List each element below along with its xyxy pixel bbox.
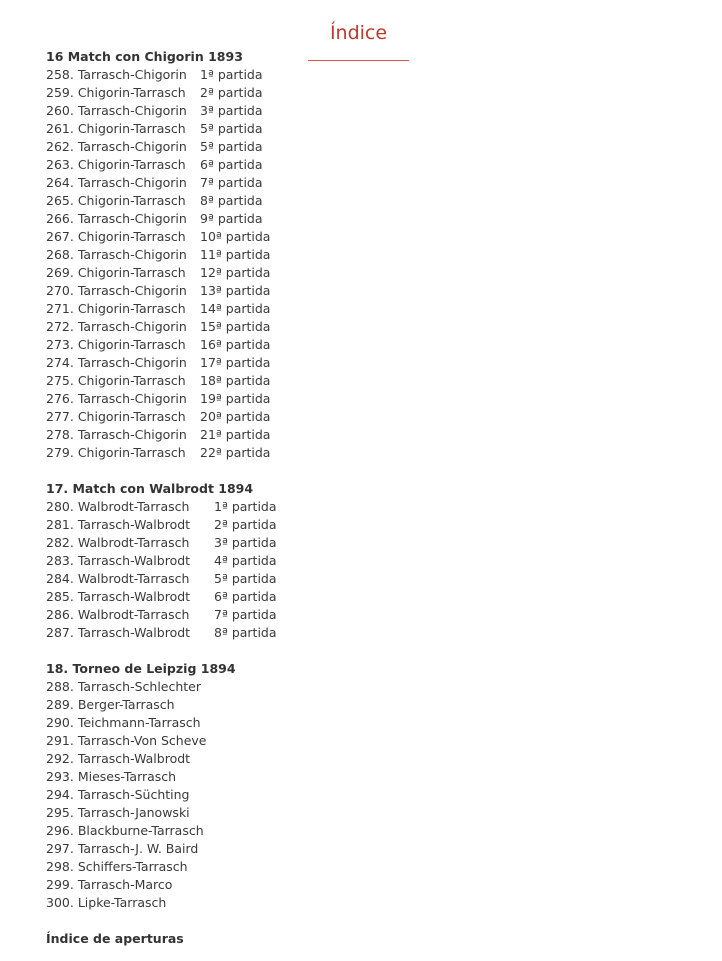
- game-number: 297.: [46, 841, 74, 856]
- index-entry[interactable]: [46, 588, 706, 606]
- game-round: 19ª partida: [200, 391, 271, 406]
- section-heading[interactable]: 17. Match con Walbrodt 1894: [46, 481, 254, 496]
- game-players: Chigorin-Tarrasch: [77, 265, 186, 280]
- game-round: 9ª partida: [200, 211, 263, 226]
- game-number: 261.: [46, 121, 74, 136]
- game-round: 17ª partida: [200, 355, 271, 370]
- game-players: Tarrasch-Von Scheve: [77, 733, 207, 748]
- game-round: 21ª partida: [200, 427, 271, 442]
- index-entry[interactable]: [46, 714, 706, 732]
- game-round: 18ª partida: [200, 373, 271, 388]
- index-entry[interactable]: [46, 534, 706, 552]
- game-players: Blackburne-Tarrasch: [77, 823, 204, 838]
- index-entry[interactable]: [46, 552, 706, 570]
- game-players: Chigorin-Tarrasch: [77, 157, 186, 172]
- index-entry[interactable]: [46, 696, 706, 714]
- page-title: Índice: [329, 22, 388, 44]
- game-players: Tarrasch-Chigorin: [77, 319, 187, 334]
- game-round: 16ª partida: [200, 337, 271, 352]
- game-players: Walbrodt-Tarrasch: [77, 535, 190, 550]
- game-players: Tarrasch-Chigorin: [77, 103, 187, 118]
- game-players: Chigorin-Tarrasch: [77, 409, 186, 424]
- index-entry[interactable]: [46, 624, 706, 642]
- game-players: Tarrasch-Walbrodt: [77, 589, 191, 604]
- game-round: 2ª partida: [200, 85, 263, 100]
- game-number: 273.: [46, 337, 74, 352]
- game-players: Tarrasch-Schlechter: [77, 679, 202, 694]
- index-entry[interactable]: [46, 570, 706, 588]
- game-number: 268.: [46, 247, 74, 262]
- game-number: 294.: [46, 787, 74, 802]
- index-section: [46, 480, 706, 642]
- game-players: Lipke-Tarrasch: [77, 895, 167, 910]
- game-number: 259.: [46, 85, 74, 100]
- game-round: 7ª partida: [214, 607, 277, 622]
- game-number: 263.: [46, 157, 74, 172]
- game-round: 10ª partida: [200, 229, 271, 244]
- game-players: Walbrodt-Tarrasch: [77, 607, 190, 622]
- game-round: 8ª partida: [214, 625, 277, 640]
- index-entry[interactable]: [46, 174, 706, 192]
- game-number: 285.: [46, 589, 74, 604]
- index-entry[interactable]: [46, 354, 706, 372]
- game-number: 262.: [46, 139, 74, 154]
- game-players: Tarrasch-Chigorin: [77, 247, 187, 262]
- index-entry[interactable]: [46, 336, 706, 354]
- index-entry[interactable]: [46, 804, 706, 822]
- game-round: 6ª partida: [200, 157, 263, 172]
- game-number: 271.: [46, 301, 74, 316]
- game-players: Tarrasch-Walbrodt: [77, 625, 191, 640]
- game-number: 299.: [46, 877, 74, 892]
- game-number: 274.: [46, 355, 74, 370]
- game-number: 280.: [46, 499, 74, 514]
- game-players: Tarrasch-Walbrodt: [77, 517, 191, 532]
- game-players: Chigorin-Tarrasch: [77, 301, 186, 316]
- game-players: Chigorin-Tarrasch: [77, 337, 186, 352]
- index-entry[interactable]: [46, 732, 706, 750]
- game-players: Walbrodt-Tarrasch: [77, 571, 190, 586]
- game-number: 258.: [46, 67, 74, 82]
- index-entry[interactable]: [46, 318, 706, 336]
- game-round: 3ª partida: [200, 103, 263, 118]
- game-number: 282.: [46, 535, 74, 550]
- game-number: 264.: [46, 175, 74, 190]
- game-number: 290.: [46, 715, 74, 730]
- game-players: Tarrasch-Süchting: [77, 787, 190, 802]
- game-players: Walbrodt-Tarrasch: [77, 499, 190, 514]
- index-section: [46, 48, 706, 462]
- game-players: Tarrasch-Chigorin: [77, 391, 187, 406]
- index-entry[interactable]: [46, 210, 706, 228]
- game-round: 1ª partida: [200, 67, 263, 82]
- game-players: Chigorin-Tarrasch: [77, 85, 186, 100]
- game-number: 276.: [46, 391, 74, 406]
- openings-index-link[interactable]: Índice de aperturas: [46, 931, 184, 946]
- game-players: Chigorin-Tarrasch: [77, 445, 186, 460]
- index-entry[interactable]: [46, 786, 706, 804]
- game-round: 6ª partida: [214, 589, 277, 604]
- game-number: 292.: [46, 751, 74, 766]
- game-players: Tarrasch-Chigorin: [77, 67, 187, 82]
- index-entry[interactable]: [46, 282, 706, 300]
- game-number: 265.: [46, 193, 74, 208]
- index-entry[interactable]: [46, 678, 706, 696]
- game-round: 7ª partida: [200, 175, 263, 190]
- game-number: 270.: [46, 283, 74, 298]
- index-section: [46, 660, 706, 912]
- index-entry[interactable]: [46, 156, 706, 174]
- index-entry[interactable]: [46, 408, 706, 426]
- game-players: Tarrasch-Chigorin: [77, 355, 187, 370]
- game-round: 13ª partida: [200, 283, 271, 298]
- game-players: Chigorin-Tarrasch: [77, 193, 186, 208]
- game-round: 14ª partida: [200, 301, 271, 316]
- game-players: Tarrasch-Walbrodt: [77, 751, 191, 766]
- index-entry[interactable]: [46, 246, 706, 264]
- game-players: Schiffers-Tarrasch: [77, 859, 188, 874]
- game-number: 269.: [46, 265, 74, 280]
- game-round: 22ª partida: [200, 445, 271, 460]
- index-entry[interactable]: [46, 228, 706, 246]
- game-number: 291.: [46, 733, 74, 748]
- index-entry[interactable]: [46, 192, 706, 210]
- index-entry[interactable]: [46, 102, 706, 120]
- game-round: 11ª partida: [200, 247, 271, 262]
- game-players: Chigorin-Tarrasch: [77, 373, 186, 388]
- game-number: 300.: [46, 895, 74, 910]
- game-players: Berger-Tarrasch: [77, 697, 175, 712]
- game-number: 284.: [46, 571, 74, 586]
- index-entry[interactable]: [46, 66, 706, 84]
- game-round: 3ª partida: [214, 535, 277, 550]
- game-players: Tarrasch-Walbrodt: [77, 553, 191, 568]
- index-content: [46, 48, 706, 912]
- index-entry[interactable]: [46, 264, 706, 282]
- index-entry[interactable]: [46, 444, 706, 462]
- index-entry[interactable]: [46, 840, 706, 858]
- game-number: 295.: [46, 805, 74, 820]
- index-entry[interactable]: [46, 372, 706, 390]
- game-round: 8ª partida: [200, 193, 263, 208]
- game-players: Tarrasch-Janowski: [77, 805, 190, 820]
- game-players: Mieses-Tarrasch: [77, 769, 177, 784]
- game-number: 298.: [46, 859, 74, 874]
- game-round: 5ª partida: [200, 121, 263, 136]
- game-number: 266.: [46, 211, 74, 226]
- index-entry[interactable]: [46, 876, 706, 894]
- index-entry[interactable]: [46, 894, 706, 912]
- game-players: Tarrasch-Chigorin: [77, 175, 187, 190]
- section-heading[interactable]: 18. Torneo de Leipzig 1894: [46, 661, 236, 676]
- index-entry[interactable]: [46, 426, 706, 444]
- game-number: 288.: [46, 679, 74, 694]
- index-entry[interactable]: [46, 498, 706, 516]
- game-players: Teichmann-Tarrasch: [77, 715, 201, 730]
- game-round: 2ª partida: [214, 517, 277, 532]
- index-entry[interactable]: [46, 606, 706, 624]
- game-round: 15ª partida: [200, 319, 271, 334]
- section-heading[interactable]: 16 Match con Chigorin 1893: [46, 49, 243, 64]
- game-number: 296.: [46, 823, 74, 838]
- game-players: Chigorin-Tarrasch: [77, 229, 186, 244]
- index-entry[interactable]: [46, 300, 706, 318]
- game-number: 283.: [46, 553, 74, 568]
- game-number: 277.: [46, 409, 74, 424]
- index-entry[interactable]: [46, 822, 706, 840]
- game-players: Tarrasch-Chigorin: [77, 283, 187, 298]
- game-players: Tarrasch-J. W. Baird: [77, 841, 199, 856]
- game-players: Tarrasch-Chigorin: [77, 427, 187, 442]
- index-entry[interactable]: [46, 390, 706, 408]
- game-round: 5ª partida: [214, 571, 277, 586]
- index-entry[interactable]: [46, 858, 706, 876]
- game-number: 281.: [46, 517, 74, 532]
- game-number: 272.: [46, 319, 74, 334]
- index-entry[interactable]: [46, 120, 706, 138]
- game-round: 1ª partida: [214, 499, 277, 514]
- game-round: 5ª partida: [200, 139, 263, 154]
- game-round: 20ª partida: [200, 409, 271, 424]
- game-number: 260.: [46, 103, 74, 118]
- game-round: 4ª partida: [214, 553, 277, 568]
- game-players: Tarrasch-Chigorin: [77, 211, 187, 226]
- game-players: Tarrasch-Marco: [77, 877, 173, 892]
- game-number: 287.: [46, 625, 74, 640]
- game-number: 289.: [46, 697, 74, 712]
- game-number: 293.: [46, 769, 74, 784]
- game-number: 278.: [46, 427, 74, 442]
- index-entry[interactable]: [46, 768, 706, 786]
- game-players: Chigorin-Tarrasch: [77, 121, 186, 136]
- game-number: 279.: [46, 445, 74, 460]
- game-number: 286.: [46, 607, 74, 622]
- game-number: 275.: [46, 373, 74, 388]
- index-entry[interactable]: [46, 750, 706, 768]
- game-round: 12ª partida: [200, 265, 271, 280]
- game-number: 267.: [46, 229, 74, 244]
- game-players: Tarrasch-Chigorin: [77, 139, 187, 154]
- index-entry[interactable]: [46, 138, 706, 156]
- index-entry[interactable]: [46, 516, 706, 534]
- index-entry[interactable]: [46, 84, 706, 102]
